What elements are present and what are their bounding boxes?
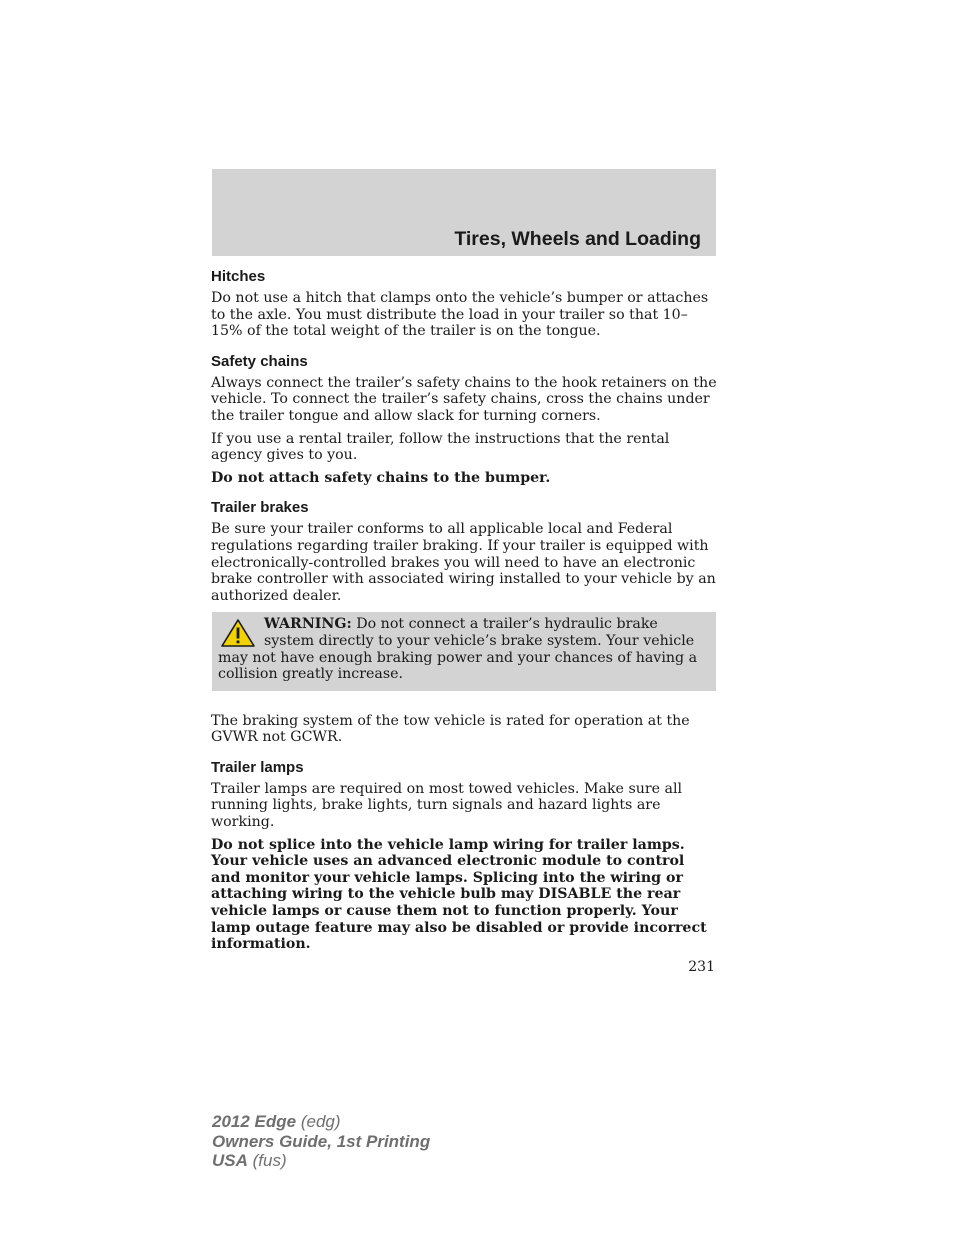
chapter-title: Tires, Wheels and Loading	[454, 228, 701, 250]
footer-market: USA	[212, 1151, 248, 1170]
footer-model-code: (edg)	[296, 1112, 341, 1131]
page-content	[211, 267, 717, 959]
trailer-lamps-paragraph: Trailer lamps are required on most towed vehicles. Make sure all running lights, brake lights, turn signals and hazard lights are working.	[211, 780, 683, 831]
safety-chains-paragraph-1: Always connect the trailer’s safety chains to the hook retainers on the vehicle. To connect the trailer’s safety chains, cross the chains under the trailer tongue and allow slack for turning corners.	[211, 374, 717, 424]
safety-chains-paragraph-2: If you use a rental trailer, follow the instructions that the rental agency gives to you.	[211, 430, 670, 464]
safety-chains-bumper-note: Do not attach safety chains to the bumper.	[211, 469, 551, 486]
heading-trailer-lamps: Trailer lamps	[211, 758, 304, 776]
document-footer	[212, 1112, 430, 1171]
heading-hitches: Hitches	[211, 268, 266, 285]
footer-market-code: (fus)	[247, 1151, 287, 1170]
page-number: 231	[688, 959, 715, 975]
chapter-header-band	[212, 169, 716, 256]
heading-safety-chains: Safety chains	[211, 352, 308, 370]
trailer-lamps-wiring-note: Do not splice into the vehicle lamp wiring for trailer lamps. Your vehicle uses an advanced electronic module to control and monitor your vehicle lamps. Splicing into the wiring or attaching wiring to the vehicle bulb may DISABLE the rear vehicle lamps or cause them not to function properly. Your lamp outage feature may also be disabled or provide incorrect information.	[211, 836, 707, 953]
warning-text: Do not connect a trailer’s hydraulic brake system directly to your vehicle’s brake system. Your vehicle may not have enough braking power and your chances of having a collision greatly increase.	[218, 616, 698, 683]
warning-box	[212, 612, 716, 690]
warning-label: WARNING:	[264, 616, 352, 633]
braking-rating-paragraph: The braking system of the tow vehicle is rated for operation at the GVWR not GCWR.	[211, 712, 690, 746]
footer-model: 2012 Edge	[212, 1112, 297, 1131]
footer-line-model	[212, 1112, 430, 1132]
footer-line-market	[212, 1151, 430, 1171]
footer-line-guide: Owners Guide, 1st Printing	[212, 1131, 431, 1151]
hitches-paragraph: Do not use a hitch that clamps onto the vehicle’s bumper or attaches to the axle. You must distribute the load in your trailer so that 10–15% of the total weight of the trailer is on the tongue.	[211, 290, 709, 340]
trailer-brakes-paragraph: Be sure your trailer conforms to all applicable local and Federal regulations regarding trailer braking. If your trailer is equipped with electronically-controlled brakes you will need to have an electronic brake controller with associated wiring installed to your vehicle by an authorized dealer.	[211, 521, 716, 604]
heading-trailer-brakes: Trailer brakes	[211, 499, 309, 517]
warning-triangle-icon	[220, 618, 256, 648]
